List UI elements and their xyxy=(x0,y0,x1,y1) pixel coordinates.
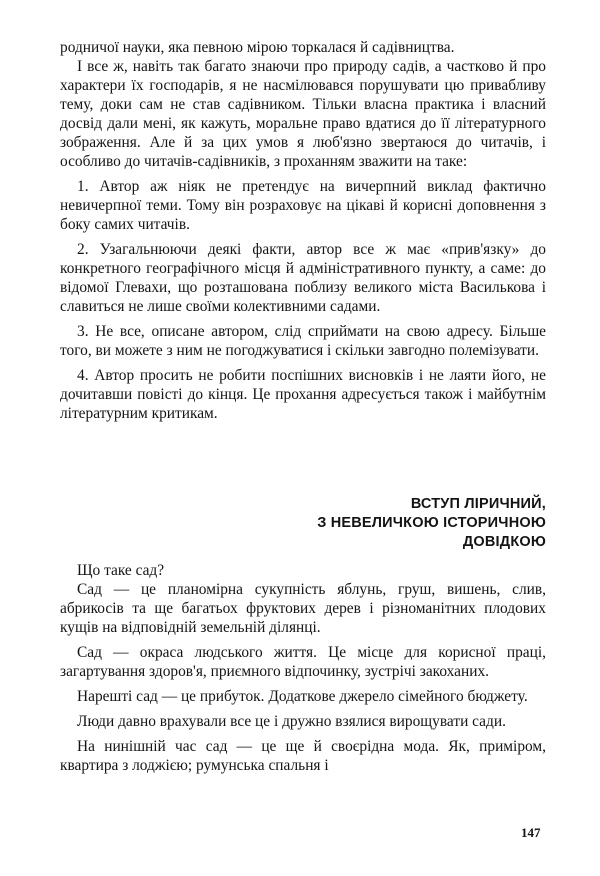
intro-paragraph: І все ж, навіть так багато знаючи про природу садів, а частково й про характери їх господарів, я не насмілювався порушувати цю привабливу тему, доки сам не став садівником. Тільки власна практика і власний досвід дали мені, як кажуть, моральне право вдатися до її літературного зображення. Але й за цих умов я люб'язно звертаюся до читачів, і особливо до читачів-садівників, з проханням зважити на таке: xyxy=(60,58,546,170)
numbered-item: 3. Не все, описане автором, слід сприймати на свою адресу. Більше того, ви можете з ним не погоджуватися і скільки завгодно полемізувати. xyxy=(60,323,546,359)
chapter-heading xyxy=(126,495,546,552)
chapter-paragraph: Що таке сад? xyxy=(77,562,165,579)
intro-section xyxy=(60,38,546,423)
chapter-body xyxy=(60,561,546,775)
page-number: 147 xyxy=(521,825,541,840)
numbered-item: 4. Автор просить не робити поспішних висновків і не лаяти його, не дочитавши повісті до кінця. Це прохання адресується також і майбутнім літературним критикам. xyxy=(60,367,546,422)
intro-paragraph: родничої науки, яка певною мірою торкалася й садівництва. xyxy=(60,39,455,56)
chapter-heading-line: ДОВІДКОЮ xyxy=(462,534,546,550)
chapter-paragraph: Сад — окраса людського життя. Це місце для корисної праці, загартування здоров'я, приємного відпочинку, зустрічі закоханих. xyxy=(60,644,546,680)
chapter-paragraph: Люди давно врахували все це і дружно взялися вирощувати сади. xyxy=(77,713,506,730)
chapter-heading-line: ВСТУП ЛІРИЧНИЙ, xyxy=(410,496,546,512)
chapter-paragraph: Нарешті сад — це прибуток. Додаткове джерело сімейного бюджету. xyxy=(77,688,528,705)
numbered-item: 2. Узагальнюючи деякі факти, автор все ж має «прив'язку» до конкретного географічного місця й адміністративного пункту, а саме: до відомої Глевахи, що розташована поблизу великого міста Василькова і славиться не лише своїми колективними садами. xyxy=(60,241,546,315)
numbered-item: 1. Автор аж ніяк не претендує на вичерпний виклад фактично невичерпної теми. Тому він розраховує на цікаві й корисні доповнення з боку самих читачів. xyxy=(60,178,546,233)
chapter-paragraph: Сад — це планомірна сукупність яблунь, груш, вишень, слив, абрикосів та ще багатьох фруктових дерев і різноманітних плодових кущів на відповідній земельній ділянці. xyxy=(60,581,546,636)
chapter-heading-line: З НЕВЕЛИЧКОЮ ІСТОРИЧНОЮ xyxy=(317,515,546,531)
chapter-paragraph: На нинішній час сад — це ще й своєрідна мода. Як, приміром, квартира з лоджією; румунська спальня і xyxy=(60,738,546,774)
